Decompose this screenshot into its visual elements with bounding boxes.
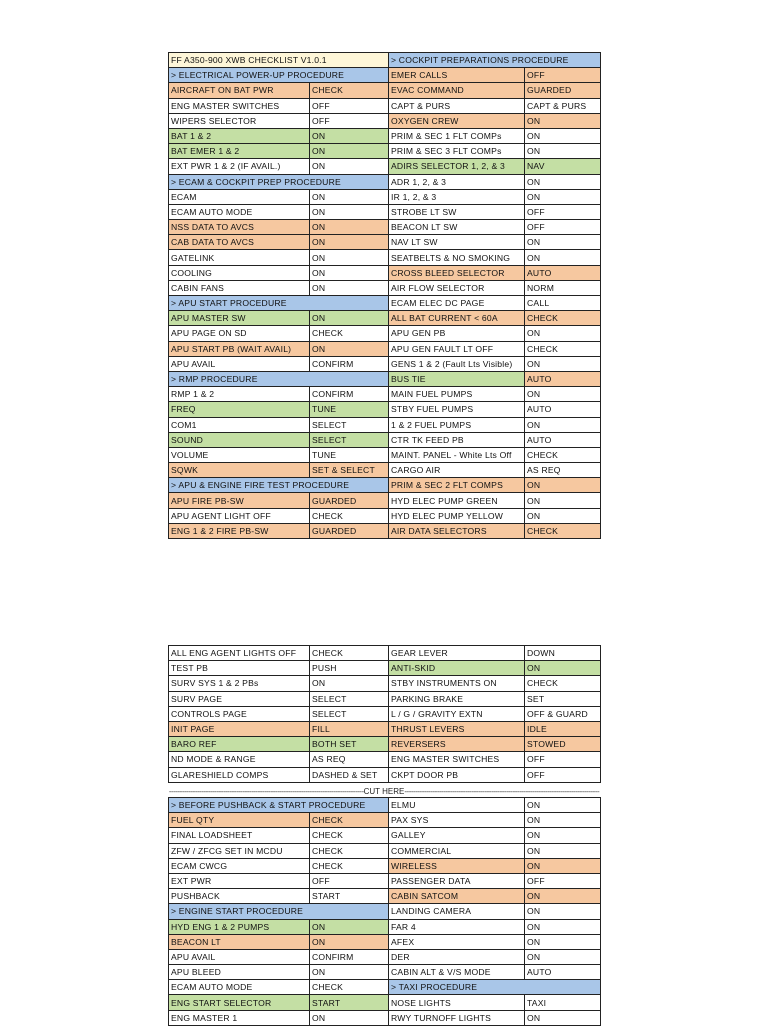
item-left: RMP 1 & 2 <box>169 387 310 402</box>
value-right: ON <box>525 113 601 128</box>
value-right: OFF <box>525 873 601 888</box>
item-right: ECAM ELEC DC PAGE <box>389 296 525 311</box>
value-right: AUTO <box>525 965 601 980</box>
item-left: WIPERS SELECTOR <box>169 113 310 128</box>
item-right: PASSENGER DATA <box>389 873 525 888</box>
item-right: PARKING BRAKE <box>389 691 525 706</box>
checklist-row <box>169 356 601 371</box>
cut-here-label: CUT HERE <box>363 787 405 796</box>
item-left: HYD ENG 1 & 2 PUMPS <box>169 919 310 934</box>
item-left: CONTROLS PAGE <box>169 706 310 721</box>
value-right: OFF <box>525 767 601 782</box>
value-left: AS REQ <box>310 752 389 767</box>
checklist-row <box>169 463 601 478</box>
value-right: DOWN <box>525 646 601 661</box>
item-left: CAB DATA TO AVCS <box>169 235 310 250</box>
value-right: GUARDED <box>525 83 601 98</box>
value-left: ON <box>310 280 389 295</box>
item-left: APU PAGE ON SD <box>169 326 310 341</box>
item-left: BAT EMER 1 & 2 <box>169 144 310 159</box>
checklist-row <box>169 98 601 113</box>
checklist-row <box>169 68 601 83</box>
section-header: > ELECTRICAL POWER-UP PROCEDURE <box>169 68 389 83</box>
item-left: AIRCRAFT ON BAT PWR <box>169 83 310 98</box>
item-right: 1 & 2 FUEL PUMPS <box>389 417 525 432</box>
checklist-table-middle <box>168 645 601 783</box>
item-right: EMER CALLS <box>389 68 525 83</box>
item-left: FREQ <box>169 402 310 417</box>
value-left: CHECK <box>310 646 389 661</box>
value-left: CONFIRM <box>310 387 389 402</box>
checklist-row <box>169 402 601 417</box>
checklist-row <box>169 296 601 311</box>
item-right: FAR 4 <box>389 919 525 934</box>
item-right: CAPT & PURS <box>389 98 525 113</box>
item-right: AIR FLOW SELECTOR <box>389 280 525 295</box>
item-right: CARGO AIR <box>389 463 525 478</box>
checklist-row <box>169 280 601 295</box>
item-left: ENG MASTER SWITCHES <box>169 98 310 113</box>
section-header: > TAXI PROCEDURE <box>389 980 601 995</box>
value-right: ON <box>525 235 601 250</box>
value-right: CHECK <box>525 341 601 356</box>
value-right: CHECK <box>525 447 601 462</box>
item-right: STROBE LT SW <box>389 204 525 219</box>
value-right: ON <box>525 949 601 964</box>
checklist-row <box>169 417 601 432</box>
value-right: ON <box>525 798 601 813</box>
value-left: ON <box>310 341 389 356</box>
item-right: OXYGEN CREW <box>389 113 525 128</box>
item-right: CROSS BLEED SELECTOR <box>389 265 525 280</box>
value-right: ON <box>525 904 601 919</box>
item-left: APU AVAIL <box>169 356 310 371</box>
item-right: HYD ELEC PUMP GREEN <box>389 493 525 508</box>
item-right: ANTI-SKID <box>389 661 525 676</box>
value-right: ON <box>525 144 601 159</box>
value-right: OFF <box>525 68 601 83</box>
value-right: ON <box>525 813 601 828</box>
value-left: ON <box>310 235 389 250</box>
cut-dashes-right: ------------------------------------------------------------------------------------------ <box>404 787 600 796</box>
checklist-row <box>169 646 601 661</box>
value-right: AUTO <box>525 402 601 417</box>
value-left: TUNE <box>310 402 389 417</box>
item-right: PAX SYS <box>389 813 525 828</box>
value-left: SELECT <box>310 432 389 447</box>
item-right: CABIN SATCOM <box>389 889 525 904</box>
value-left: ON <box>310 265 389 280</box>
item-left: VOLUME <box>169 447 310 462</box>
value-right: ON <box>525 828 601 843</box>
value-left: FILL <box>310 721 389 736</box>
value-right: OFF <box>525 204 601 219</box>
item-left: GLARESHIELD COMPS <box>169 767 310 782</box>
checklist-row <box>169 478 601 493</box>
value-left: CHECK <box>310 828 389 843</box>
checklist-row <box>169 220 601 235</box>
value-left: ON <box>310 676 389 691</box>
item-right: SEATBELTS & NO SMOKING <box>389 250 525 265</box>
value-right: CHECK <box>525 676 601 691</box>
item-right: L / G / GRAVITY EXTN <box>389 706 525 721</box>
value-right: ON <box>525 1010 601 1025</box>
item-left: APU AGENT LIGHT OFF <box>169 508 310 523</box>
item-right: MAINT. PANEL - White Lts Off <box>389 447 525 462</box>
value-right: ON <box>525 417 601 432</box>
item-right: WIRELESS <box>389 858 525 873</box>
checklist-row <box>169 387 601 402</box>
checklist-row <box>169 798 601 813</box>
checklist-row <box>169 980 601 995</box>
value-left: ON <box>310 189 389 204</box>
checklist-row <box>169 706 601 721</box>
checklist-row <box>169 904 601 919</box>
value-right: CAPT & PURS <box>525 98 601 113</box>
value-left: CHECK <box>310 843 389 858</box>
value-left: SELECT <box>310 706 389 721</box>
checklist-row <box>169 737 601 752</box>
value-right: ON <box>525 889 601 904</box>
value-left: GUARDED <box>310 493 389 508</box>
value-right: ON <box>525 326 601 341</box>
checklist-row <box>169 873 601 888</box>
item-right: RWY TURNOFF LIGHTS <box>389 1010 525 1025</box>
item-right: ALL BAT CURRENT < 60A <box>389 311 525 326</box>
checklist-row <box>169 432 601 447</box>
item-right: DER <box>389 949 525 964</box>
checklist-table-top <box>168 52 601 539</box>
item-left: EXT PWR 1 & 2 (IF AVAIL.) <box>169 159 310 174</box>
value-right: IDLE <box>525 721 601 736</box>
value-left: ON <box>310 934 389 949</box>
item-left: GATELINK <box>169 250 310 265</box>
value-right: OFF <box>525 752 601 767</box>
item-right: AFEX <box>389 934 525 949</box>
value-left: START <box>310 995 389 1010</box>
cut-here-divider <box>168 786 600 797</box>
value-right: STOWED <box>525 737 601 752</box>
item-left: ENG START SELECTOR <box>169 995 310 1010</box>
value-right: OFF & GUARD <box>525 706 601 721</box>
section-header: FF A350-900 XWB CHECKLIST V1.0.1 <box>169 53 389 68</box>
checklist-row <box>169 1010 601 1025</box>
item-right: HYD ELEC PUMP YELLOW <box>389 508 525 523</box>
cut-dashes-left: ------------------------------------------------------------------------------------------ <box>168 787 364 796</box>
checklist-row <box>169 326 601 341</box>
item-right: REVERSERS <box>389 737 525 752</box>
checklist-row <box>169 83 601 98</box>
item-left: BEACON LT <box>169 934 310 949</box>
checklist-row <box>169 721 601 736</box>
value-right: ON <box>525 189 601 204</box>
item-right: LANDING CAMERA <box>389 904 525 919</box>
checklist-row <box>169 508 601 523</box>
item-left: BAT 1 & 2 <box>169 128 310 143</box>
item-left: INIT PAGE <box>169 721 310 736</box>
checklist-row <box>169 767 601 782</box>
value-right: ON <box>525 843 601 858</box>
value-left: ON <box>310 311 389 326</box>
item-right: APU GEN FAULT LT OFF <box>389 341 525 356</box>
value-left: ON <box>310 144 389 159</box>
item-right: NAV LT SW <box>389 235 525 250</box>
checklist-row <box>169 523 601 538</box>
item-right: CKPT DOOR PB <box>389 767 525 782</box>
item-right: GEAR LEVER <box>389 646 525 661</box>
checklist-row <box>169 189 601 204</box>
value-right: CHECK <box>525 523 601 538</box>
value-right: NAV <box>525 159 601 174</box>
item-left: ND MODE & RANGE <box>169 752 310 767</box>
value-right: ON <box>525 919 601 934</box>
value-left: ON <box>310 128 389 143</box>
value-left: BOTH SET <box>310 737 389 752</box>
checklist-row <box>169 889 601 904</box>
item-right: ADIRS SELECTOR 1, 2, & 3 <box>389 159 525 174</box>
checklist-table-bottom <box>168 797 601 1026</box>
checklist-row <box>169 174 601 189</box>
value-right: ON <box>525 250 601 265</box>
item-right: STBY INSTRUMENTS ON <box>389 676 525 691</box>
checklist-row <box>169 250 601 265</box>
item-right: BUS TIE <box>389 371 525 386</box>
checklist-row <box>169 371 601 386</box>
item-left: COM1 <box>169 417 310 432</box>
checklist-row <box>169 204 601 219</box>
item-right: GENS 1 & 2 (Fault Lts Visible) <box>389 356 525 371</box>
value-left: CHECK <box>310 813 389 828</box>
item-left: APU FIRE PB-SW <box>169 493 310 508</box>
item-left: ALL ENG AGENT LIGHTS OFF <box>169 646 310 661</box>
checklist-row <box>169 813 601 828</box>
item-right: ADR 1, 2, & 3 <box>389 174 525 189</box>
value-right: ON <box>525 934 601 949</box>
checklist-row <box>169 159 601 174</box>
value-left: TUNE <box>310 447 389 462</box>
item-left: SOUND <box>169 432 310 447</box>
section-header: > COCKPIT PREPARATIONS PROCEDURE <box>389 53 601 68</box>
checklist-row <box>169 128 601 143</box>
checklist-row <box>169 752 601 767</box>
item-right: ENG MASTER SWITCHES <box>389 752 525 767</box>
value-right: AUTO <box>525 432 601 447</box>
item-left: SQWK <box>169 463 310 478</box>
checklist-row <box>169 858 601 873</box>
value-left: ON <box>310 1010 389 1025</box>
section-header: > APU & ENGINE FIRE TEST PROCEDURE <box>169 478 389 493</box>
value-right: ON <box>525 493 601 508</box>
checklist-row <box>169 995 601 1010</box>
item-left: FINAL LOADSHEET <box>169 828 310 843</box>
value-right: OFF <box>525 220 601 235</box>
value-right: ON <box>525 508 601 523</box>
value-right: CHECK <box>525 311 601 326</box>
item-right: MAIN FUEL PUMPS <box>389 387 525 402</box>
value-left: START <box>310 889 389 904</box>
checklist-row <box>169 828 601 843</box>
item-right: PRIM & SEC 1 FLT COMPs <box>389 128 525 143</box>
item-left: COOLING <box>169 265 310 280</box>
item-left: SURV PAGE <box>169 691 310 706</box>
checklist-row <box>169 53 601 68</box>
value-right: ON <box>525 174 601 189</box>
item-right: THRUST LEVERS <box>389 721 525 736</box>
value-left: CHECK <box>310 326 389 341</box>
value-left: ON <box>310 220 389 235</box>
value-right: ON <box>525 128 601 143</box>
checklist-row <box>169 113 601 128</box>
item-left: ENG MASTER 1 <box>169 1010 310 1025</box>
value-left: CHECK <box>310 83 389 98</box>
value-left: SELECT <box>310 691 389 706</box>
checklist-row <box>169 493 601 508</box>
checklist-row <box>169 676 601 691</box>
item-right: STBY FUEL PUMPS <box>389 402 525 417</box>
item-right: BEACON LT SW <box>389 220 525 235</box>
value-left: DASHED & SET <box>310 767 389 782</box>
item-left: APU MASTER SW <box>169 311 310 326</box>
value-left: CHECK <box>310 508 389 523</box>
value-right: AUTO <box>525 265 601 280</box>
item-left: ECAM AUTO MODE <box>169 204 310 219</box>
checklist-row <box>169 311 601 326</box>
value-left: ON <box>310 965 389 980</box>
item-left: APU AVAIL <box>169 949 310 964</box>
value-left: ON <box>310 159 389 174</box>
checklist-row <box>169 934 601 949</box>
value-right: ON <box>525 661 601 676</box>
value-left: SELECT <box>310 417 389 432</box>
value-right: ON <box>525 387 601 402</box>
item-right: AIR DATA SELECTORS <box>389 523 525 538</box>
checklist-row <box>169 949 601 964</box>
item-left: ENG 1 & 2 FIRE PB-SW <box>169 523 310 538</box>
value-left: CONFIRM <box>310 949 389 964</box>
value-right: ON <box>525 858 601 873</box>
checklist-row <box>169 661 601 676</box>
value-right: ON <box>525 356 601 371</box>
section-header: > APU START PROCEDURE <box>169 296 389 311</box>
value-left: SET & SELECT <box>310 463 389 478</box>
item-right: EVAC COMMAND <box>389 83 525 98</box>
item-left: EXT PWR <box>169 873 310 888</box>
checklist-row <box>169 843 601 858</box>
checklist-row <box>169 691 601 706</box>
item-right: GALLEY <box>389 828 525 843</box>
item-right: IR 1, 2, & 3 <box>389 189 525 204</box>
section-header: > ECAM & COCKPIT PREP PROCEDURE <box>169 174 389 189</box>
checklist-row <box>169 144 601 159</box>
item-left: APU START PB (WAIT AVAIL) <box>169 341 310 356</box>
item-right: COMMERCIAL <box>389 843 525 858</box>
item-left: FUEL QTY <box>169 813 310 828</box>
value-left: CHECK <box>310 858 389 873</box>
item-right: ELMU <box>389 798 525 813</box>
value-right: CALL <box>525 296 601 311</box>
item-left: ECAM CWCG <box>169 858 310 873</box>
checklist-row <box>169 265 601 280</box>
value-right: ON <box>525 478 601 493</box>
item-right: APU GEN PB <box>389 326 525 341</box>
checklist-row <box>169 965 601 980</box>
value-left: ON <box>310 250 389 265</box>
item-left: CABIN FANS <box>169 280 310 295</box>
item-left: BARO REF <box>169 737 310 752</box>
value-left: OFF <box>310 98 389 113</box>
value-left: CONFIRM <box>310 356 389 371</box>
checklist-row <box>169 235 601 250</box>
item-left: ECAM <box>169 189 310 204</box>
item-right: NOSE LIGHTS <box>389 995 525 1010</box>
item-left: PUSHBACK <box>169 889 310 904</box>
section-header: > BEFORE PUSHBACK & START PROCEDURE <box>169 798 389 813</box>
value-left: GUARDED <box>310 523 389 538</box>
item-left: SURV SYS 1 & 2 PBs <box>169 676 310 691</box>
value-right: NORM <box>525 280 601 295</box>
value-right: AUTO <box>525 371 601 386</box>
value-left: OFF <box>310 873 389 888</box>
section-header: > ENGINE START PROCEDURE <box>169 904 389 919</box>
value-left: PUSH <box>310 661 389 676</box>
value-right: SET <box>525 691 601 706</box>
checklist-row <box>169 447 601 462</box>
item-left: NSS DATA TO AVCS <box>169 220 310 235</box>
item-right: PRIM & SEC 2 FLT COMPS <box>389 478 525 493</box>
checklist-row <box>169 341 601 356</box>
item-right: CABIN ALT & V/S MODE <box>389 965 525 980</box>
item-left: TEST PB <box>169 661 310 676</box>
value-right: AS REQ <box>525 463 601 478</box>
item-left: ECAM AUTO MODE <box>169 980 310 995</box>
value-left: CHECK <box>310 980 389 995</box>
item-right: CTR TK FEED PB <box>389 432 525 447</box>
item-right: PRIM & SEC 3 FLT COMPs <box>389 144 525 159</box>
checklist-row <box>169 919 601 934</box>
item-left: APU BLEED <box>169 965 310 980</box>
value-left: OFF <box>310 113 389 128</box>
section-header: > RMP PROCEDURE <box>169 371 389 386</box>
value-left: ON <box>310 204 389 219</box>
item-left: ZFW / ZFCG SET IN MCDU <box>169 843 310 858</box>
value-left: ON <box>310 919 389 934</box>
value-right: TAXI <box>525 995 601 1010</box>
